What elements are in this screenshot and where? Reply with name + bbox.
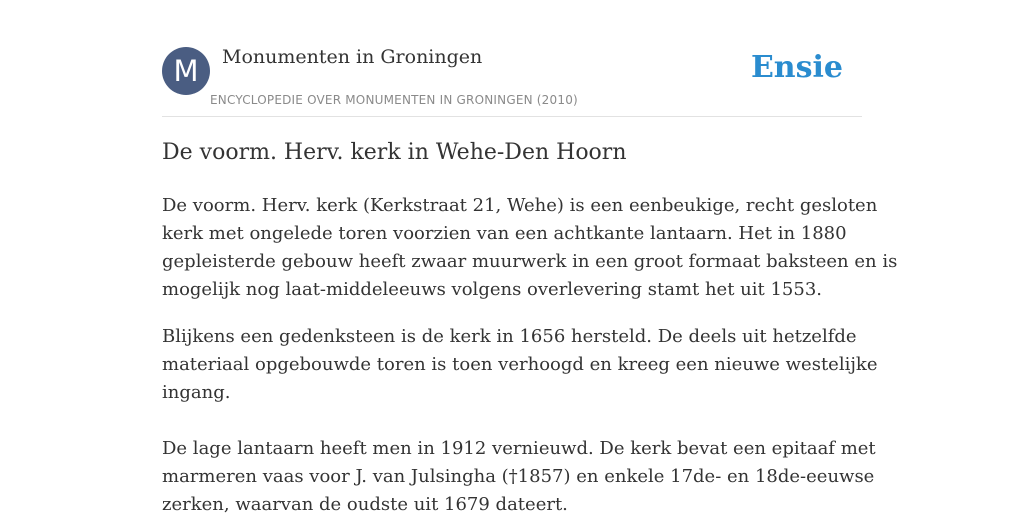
paragraph-line: zerken, waarvan de oudste uit 1679 dateert. — [162, 494, 568, 515]
paragraph-line: De voorm. Herv. kerk (Kerkstraat 21, Wehe) is een eenbeukige, recht gesloten — [162, 195, 878, 216]
site-subtitle: ENCYCLOPEDIE OVER MONUMENTEN IN GRONINGEN (2010) — [210, 93, 578, 107]
paragraph-line: Blijkens een gedenksteen is de kerk in 1656 hersteld. De deels uit hetzelfde — [162, 326, 857, 347]
site-header — [162, 0, 862, 117]
article-title: De voorm. Herv. kerk in Wehe-Den Hoorn — [162, 140, 627, 165]
paragraph-line: De lage lantaarn heeft men in 1912 vernieuwd. De kerk bevat een epitaaf met — [162, 438, 876, 459]
article-paragraph — [162, 323, 878, 407]
paragraph-line: marmeren vaas voor J. van Julsingha (†1857) en enkele 17de- en 18de-eeuwse — [162, 466, 875, 487]
brand-logo[interactable]: Ensie — [750, 50, 843, 85]
paragraph-line: materiaal opgebouwde toren is toen verhoogd en kreeg een nieuwe westelijke — [162, 354, 878, 375]
paragraph-line: mogelijk nog laat-middeleeuws volgens overlevering stamt het uit 1553. — [162, 279, 822, 300]
paragraph-line: gepleisterde gebouw heeft zwaar muurwerk in een groot formaat baksteen en is — [162, 251, 898, 272]
paragraph-line: ingang. — [162, 382, 231, 403]
paragraph-line: kerk met ongelede toren voorzien van een achtkante lantaarn. Het in 1880 — [162, 223, 847, 244]
article-page — [162, 0, 898, 515]
avatar[interactable]: M — [162, 47, 210, 95]
site-title[interactable]: Monumenten in Groningen — [222, 46, 483, 68]
article-paragraph — [162, 192, 898, 304]
article-paragraph — [162, 435, 876, 519]
